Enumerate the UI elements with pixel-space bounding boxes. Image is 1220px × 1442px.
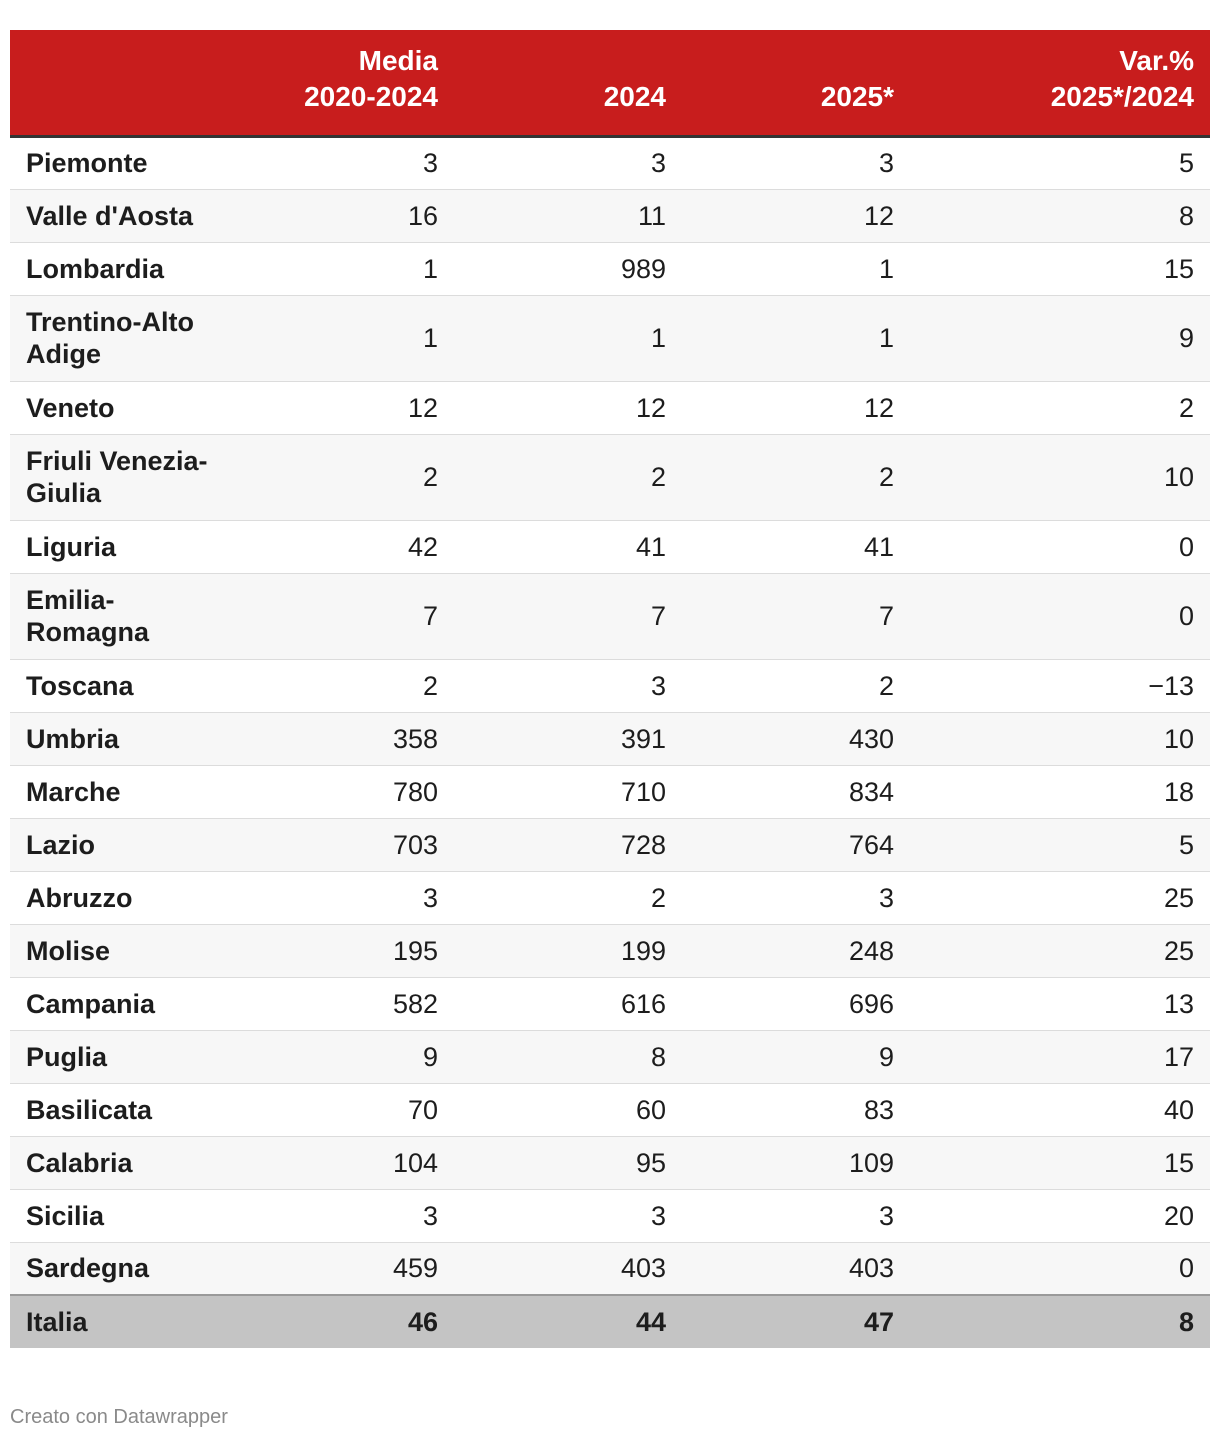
value-2024-cell: 41 <box>454 520 682 573</box>
value-2024-cell: 95 <box>454 1136 682 1189</box>
header-2025: 2025* <box>682 30 910 136</box>
total-row <box>10 1295 1210 1348</box>
region-cell: Emilia- Romagna <box>10 573 226 659</box>
table-row <box>10 659 1210 712</box>
table-row <box>10 818 1210 871</box>
value-2025-cell: 764 <box>682 818 910 871</box>
table-row <box>10 977 1210 1030</box>
table-row <box>10 765 1210 818</box>
value-2024-cell: 2 <box>454 871 682 924</box>
region-cell: Sardegna <box>10 1242 226 1295</box>
region-cell: Molise <box>10 924 226 977</box>
region-cell: Piemonte <box>10 136 226 189</box>
media-cell: 12 <box>226 381 454 434</box>
table-row <box>10 295 1210 381</box>
region-cell: Abruzzo <box>10 871 226 924</box>
table-body <box>10 136 1210 1348</box>
value-2025-cell: 7 <box>682 573 910 659</box>
region-cell: Sicilia <box>10 1189 226 1242</box>
table-row <box>10 520 1210 573</box>
media-cell: 1 <box>226 242 454 295</box>
region-cell: Lazio <box>10 818 226 871</box>
variation-cell: 2 <box>910 381 1210 434</box>
table-row <box>10 924 1210 977</box>
variation-cell: 20 <box>910 1189 1210 1242</box>
region-cell: Veneto <box>10 381 226 434</box>
region-cell: Umbria <box>10 712 226 765</box>
media-cell: 582 <box>226 977 454 1030</box>
table-row <box>10 242 1210 295</box>
value-2024-cell: 2 <box>454 434 682 520</box>
variation-cell: 5 <box>910 818 1210 871</box>
value-2024-cell: 391 <box>454 712 682 765</box>
variation-cell: 0 <box>910 520 1210 573</box>
header-row <box>10 30 1210 136</box>
table-row <box>10 434 1210 520</box>
value-2024-cell: 7 <box>454 573 682 659</box>
variation-cell: 8 <box>910 1295 1210 1348</box>
table-header <box>10 30 1210 136</box>
value-2024-cell: 710 <box>454 765 682 818</box>
region-cell: Campania <box>10 977 226 1030</box>
value-2025-cell: 3 <box>682 871 910 924</box>
value-2025-cell: 3 <box>682 136 910 189</box>
region-cell: Puglia <box>10 1030 226 1083</box>
variation-cell: 10 <box>910 434 1210 520</box>
header-region <box>10 30 226 136</box>
media-cell: 2 <box>226 434 454 520</box>
variation-cell: 13 <box>910 977 1210 1030</box>
media-cell: 2 <box>226 659 454 712</box>
table-row <box>10 871 1210 924</box>
header-var-percent: Var.% 2025*/2024 <box>910 30 1210 136</box>
region-cell: Trentino-Alto Adige <box>10 295 226 381</box>
value-2025-cell: 9 <box>682 1030 910 1083</box>
variation-cell: 5 <box>910 136 1210 189</box>
media-cell: 7 <box>226 573 454 659</box>
value-2024-cell: 616 <box>454 977 682 1030</box>
variation-cell: 8 <box>910 189 1210 242</box>
value-2025-cell: 430 <box>682 712 910 765</box>
value-2025-cell: 2 <box>682 434 910 520</box>
variation-cell: 10 <box>910 712 1210 765</box>
media-cell: 3 <box>226 871 454 924</box>
region-cell: Basilicata <box>10 1083 226 1136</box>
region-cell: Calabria <box>10 1136 226 1189</box>
media-cell: 42 <box>226 520 454 573</box>
media-cell: 104 <box>226 1136 454 1189</box>
value-2025-cell: 12 <box>682 189 910 242</box>
variation-cell: 15 <box>910 242 1210 295</box>
media-cell: 703 <box>226 818 454 871</box>
media-cell: 3 <box>226 1189 454 1242</box>
value-2025-cell: 109 <box>682 1136 910 1189</box>
region-cell: Liguria <box>10 520 226 573</box>
region-cell: Marche <box>10 765 226 818</box>
region-cell: Toscana <box>10 659 226 712</box>
region-cell: Friuli Venezia- Giulia <box>10 434 226 520</box>
value-2024-cell: 12 <box>454 381 682 434</box>
table-container <box>10 30 1210 1348</box>
table-row <box>10 1030 1210 1083</box>
value-2024-cell: 989 <box>454 242 682 295</box>
variation-cell: −13 <box>910 659 1210 712</box>
variation-cell: 17 <box>910 1030 1210 1083</box>
data-table <box>10 30 1210 1348</box>
table-row <box>10 1189 1210 1242</box>
value-2024-cell: 1 <box>454 295 682 381</box>
table-row <box>10 712 1210 765</box>
value-2025-cell: 12 <box>682 381 910 434</box>
variation-cell: 0 <box>910 1242 1210 1295</box>
variation-cell: 25 <box>910 871 1210 924</box>
media-cell: 780 <box>226 765 454 818</box>
value-2024-cell: 3 <box>454 136 682 189</box>
header-2024: 2024 <box>454 30 682 136</box>
media-cell: 9 <box>226 1030 454 1083</box>
variation-cell: 25 <box>910 924 1210 977</box>
media-cell: 195 <box>226 924 454 977</box>
value-2024-cell: 403 <box>454 1242 682 1295</box>
value-2025-cell: 1 <box>682 242 910 295</box>
variation-cell: 9 <box>910 295 1210 381</box>
variation-cell: 40 <box>910 1083 1210 1136</box>
variation-cell: 18 <box>910 765 1210 818</box>
variation-cell: 0 <box>910 573 1210 659</box>
region-cell: Lombardia <box>10 242 226 295</box>
value-2024-cell: 728 <box>454 818 682 871</box>
value-2024-cell: 8 <box>454 1030 682 1083</box>
value-2025-cell: 403 <box>682 1242 910 1295</box>
media-cell: 16 <box>226 189 454 242</box>
region-cell: Italia <box>10 1295 226 1348</box>
value-2024-cell: 3 <box>454 1189 682 1242</box>
media-cell: 1 <box>226 295 454 381</box>
table-row <box>10 381 1210 434</box>
value-2025-cell: 83 <box>682 1083 910 1136</box>
media-cell: 3 <box>226 136 454 189</box>
value-2025-cell: 248 <box>682 924 910 977</box>
table-row <box>10 1136 1210 1189</box>
value-2025-cell: 41 <box>682 520 910 573</box>
value-2024-cell: 44 <box>454 1295 682 1348</box>
table-row <box>10 136 1210 189</box>
header-media-2020-2024: Media 2020-2024 <box>226 30 454 136</box>
media-cell: 46 <box>226 1295 454 1348</box>
value-2024-cell: 199 <box>454 924 682 977</box>
variation-cell: 15 <box>910 1136 1210 1189</box>
table-row <box>10 573 1210 659</box>
table-row <box>10 1083 1210 1136</box>
media-cell: 459 <box>226 1242 454 1295</box>
value-2025-cell: 2 <box>682 659 910 712</box>
value-2025-cell: 834 <box>682 765 910 818</box>
value-2024-cell: 3 <box>454 659 682 712</box>
table-row <box>10 1242 1210 1295</box>
table-row <box>10 189 1210 242</box>
value-2025-cell: 3 <box>682 1189 910 1242</box>
media-cell: 358 <box>226 712 454 765</box>
value-2024-cell: 11 <box>454 189 682 242</box>
value-2025-cell: 47 <box>682 1295 910 1348</box>
value-2025-cell: 1 <box>682 295 910 381</box>
value-2024-cell: 60 <box>454 1083 682 1136</box>
media-cell: 70 <box>226 1083 454 1136</box>
value-2025-cell: 696 <box>682 977 910 1030</box>
footer-credit[interactable]: Creato con Datawrapper <box>10 1406 228 1428</box>
region-cell: Valle d'Aosta <box>10 189 226 242</box>
